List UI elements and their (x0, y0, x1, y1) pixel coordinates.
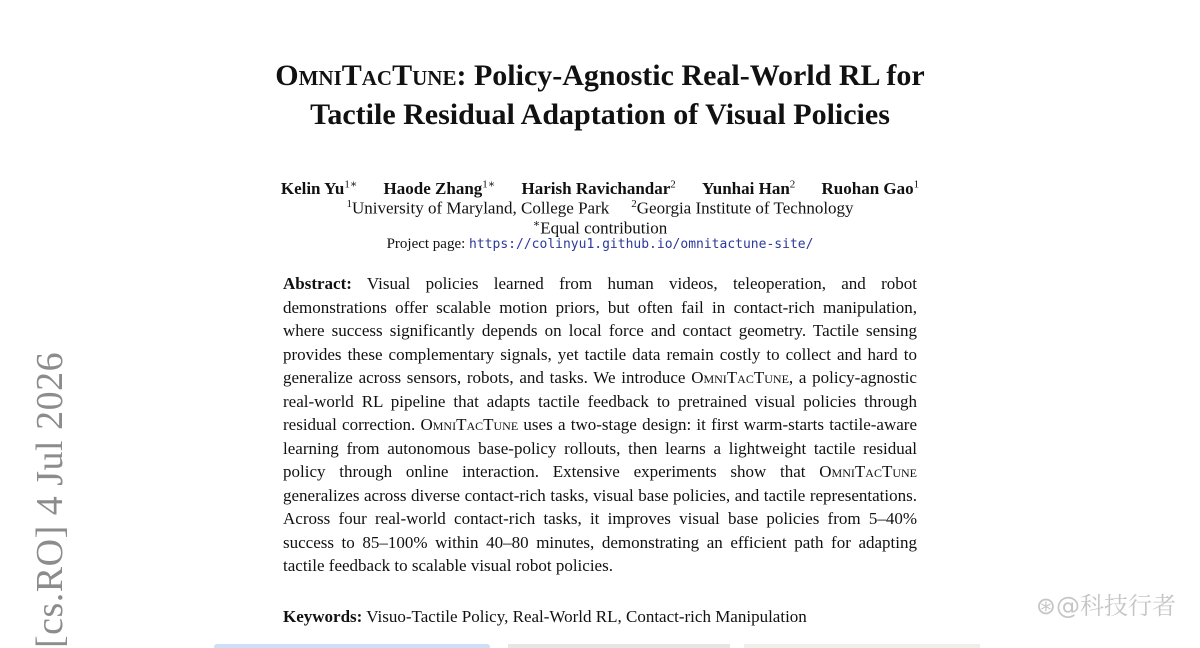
arxiv-identifier: [cs.RO] 4 Jul 2026 (29, 351, 71, 648)
figure-edge-right (744, 644, 980, 648)
author: Kelin $Yu^{1∗}$ (280, 178, 358, 198)
keywords-label: Keywords: (283, 607, 363, 626)
affiliations: $^1$University of Maryland, College Park $^2$Georgia Institute of Technology (346, 198, 854, 218)
title-line1-rest: : Policy-Agnostic Real-World RL for (456, 59, 925, 92)
equal-contribution-note: ∗Equal contribution (532, 218, 668, 238)
figure-edge-middle (508, 644, 730, 648)
figure-edge-left (214, 644, 490, 648)
project-page-label: Project page: (386, 236, 470, 252)
author: Haode Zhang$^{1∗}$ (383, 178, 496, 198)
affiliation: University of Maryland, College Park (351, 198, 610, 218)
author: Ruohan Gao$^1$ (821, 178, 920, 198)
method-name: OmniTacTune (275, 59, 457, 92)
paper-title (0, 56, 1200, 134)
watermark: ⊛@科技行者 (1035, 592, 1176, 620)
title-line2: Tactile Residual Adaptation of Visual Policies (310, 98, 890, 131)
method-name: OmniTacTune (420, 415, 519, 434)
project-page-link[interactable]: https://colinyu1.github.io/omnitactune-site/ (469, 237, 814, 252)
affiliation: Georgia Institute of Technology (636, 198, 854, 218)
method-name: OmniTacTune (819, 462, 917, 481)
author: Harish Ravichandar$^2$ (521, 178, 676, 198)
keywords: Keywords: Visuo-Tactile Policy, Real-World RL, Contact-rich Manipulation (283, 607, 807, 626)
project-page (0, 234, 1200, 255)
abstract: Abstract: Visual policies learned from human videos, teleoperation, and robot demonstrations offer scalable motion priors, but often fail in contact-rich manipulation, where success significantly depends on local force and contact geometry. Tactile sensing provides these complementary signals, yet tactile data remain costly to collect and hard to generalize across sensors, robots, and tasks. We introduce OmniTacTune, a policy-agnostic real-world RL pipeline that adapts tactile feedback to pretrained visual policies through residual correction. OmniTacTune uses a two-stage design: it first warm-starts tactile-aware learning from autonomous base-policy rollouts, then learns a lightweight tactile residual policy through online interaction. Extensive experiments show that OmniTacTune generalizes across diverse contact-rich tasks, visual base policies, and tactile representations. Across four real-world contact-rich tasks, it improves visual base policies from 5–40% success to 85–100% within 40–80 minutes, demonstrating an efficient path for adapting tactile feedback to scalable visual robot policies. (283, 274, 918, 575)
method-name: OmniTacTune (691, 368, 789, 387)
author: Yunhai Han$^2$ (702, 178, 796, 198)
abstract-label: Abstract: (283, 274, 352, 293)
